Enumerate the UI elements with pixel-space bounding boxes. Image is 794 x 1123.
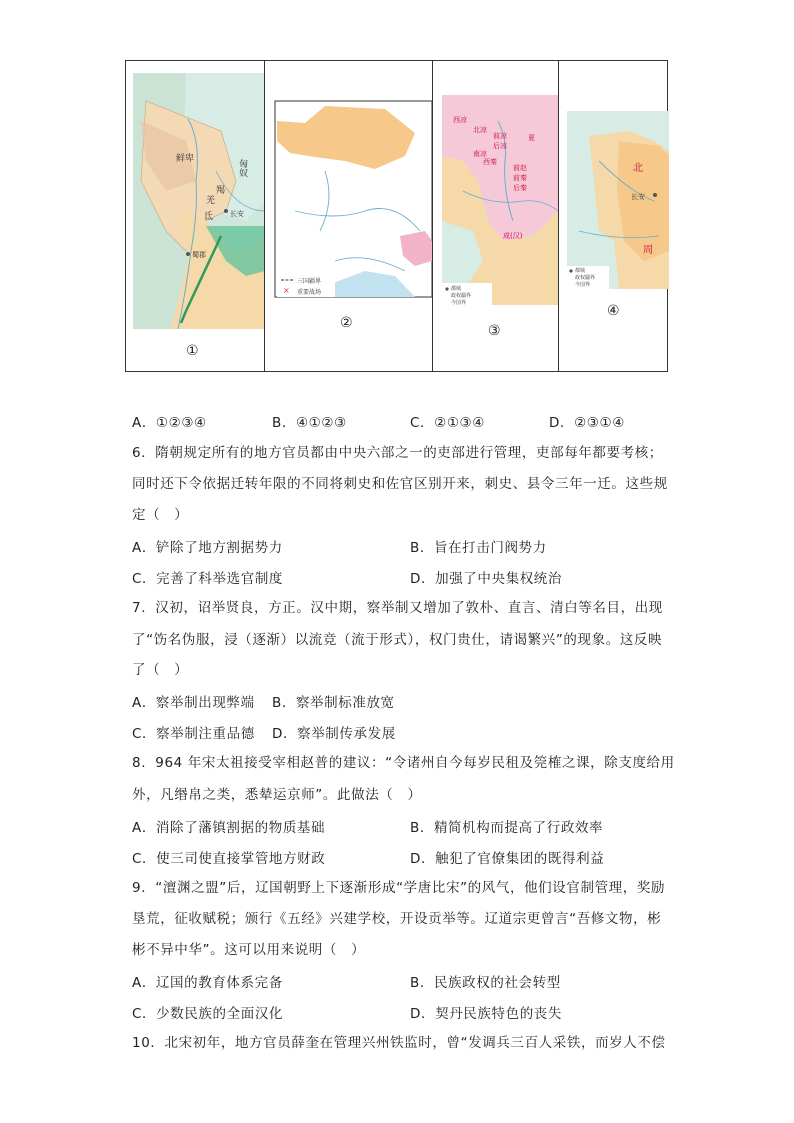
q8-option-b: B．精简机构而提高了行政效率 [410,820,604,836]
q9-line-3: 彬不异中华”。这可以用来说明（ ） [132,942,366,958]
q5-option-d: D．②③①④ [549,415,625,431]
q8-line-2: 外，凡缗帛之类，悉辇运京师”。此做法（ ） [132,787,422,803]
q9-option-d: D．契丹民族特色的丧失 [410,1006,562,1022]
label-houliang: 后凉 [493,142,507,150]
q6-line-2: 同时还下令依据迁转年限的不同将刺史和佐官区别开来，刺史、县令三年一迁。这些规 [132,476,668,492]
legend-border: 三国疆界 [297,278,322,285]
label-changan: 长安 [230,210,244,218]
q6-option-c: C．完善了科举选官制度 [132,571,284,587]
legend-4-national: 今国界 [575,282,591,288]
q7-option-c: C．察举制注重品德 [132,726,255,742]
q7-line-2: 了“饬名伪服，浸（逐渐）以流竞（流于形式），权门贵仕，请谒繁兴”的现象。这反映 [132,632,663,648]
map-cell-3 [433,61,559,371]
q7-option-b: B．察举制标准放宽 [272,695,395,711]
label-xiongnu: 匈奴 [237,159,247,177]
legend-3-national: 今国界 [451,300,467,306]
label-qianqin: 前秦 [513,174,527,182]
label-shujun: 蜀郡 [192,251,206,259]
q7-line-3: 了（ ） [132,662,189,678]
q6-option-d: D．加强了中央集权统治 [410,571,562,587]
label-nanliang: 南凉 [473,150,487,158]
legend-4-capital: 都城 [575,268,586,274]
label-xiliang: 西凉 [453,116,467,124]
map-1 [126,61,265,371]
map-number-4: ④ [607,303,620,319]
q8-option-a: A．消除了藩镇割据的物质基础 [132,820,326,836]
map-cell-2 [265,61,433,371]
label-cheng: 成(汉) [503,232,523,240]
q10-line-1: 10．北宋初年，地方官员薛奎在管理兴州铁监时，曾“发调兵三百人采铁，而岁人不偿 [132,1035,666,1051]
legend-3-capital: 都城 [451,286,462,292]
q9-line-2: 垦荒，征收赋税；颁行《五经》兴建学校，开设贡举等。辽道宗更曾言“吾修文物，彬 [132,911,662,927]
label-qianliang: 前凉 [493,132,507,140]
label-xiqin: 西秦 [483,158,497,166]
q6-line-1: 6．隋朝规定所有的地方官员都由中央六部之一的吏部进行管理，吏部每年都要考核； [132,445,663,461]
map-number-2: ② [340,315,353,331]
q8-line-1: 8．964 年宋太祖接受宰相赵普的建议：“令诸州自今每岁民租及筦榷之课，除支度给用 [132,755,675,771]
q9-option-b: B．民族政权的社会转型 [410,975,561,991]
q5-option-c: C．②①③④ [410,415,485,431]
q5-option-a: A．①②③④ [132,415,207,431]
map-table [125,60,668,372]
legend-battle: 重要战场 [297,289,322,296]
q7-option-d: D．察举制传承发展 [272,726,396,742]
label-xia: 夏 [528,134,535,142]
label-di: 氐 [204,212,214,222]
svg-text:×: × [283,286,290,295]
map-cell-4 [559,61,669,371]
q6-option-b: B．旨在打击门阀势力 [410,540,547,556]
q6-option-a: A．铲除了地方割据势力 [132,540,283,556]
label-xianbei: 鲜卑 [176,154,195,164]
q7-line-1: 7．汉初，诏举贤良，方正。汉中期，察举制又增加了敦朴、直言、清白等名目，出现 [132,600,663,616]
legend-4-border: 政权疆界 [575,275,596,281]
label-qianzhao: 前赵 [513,164,527,172]
map-number-3: ③ [488,323,501,339]
q7-option-a: A．察举制出现弊端 [132,695,255,711]
label-bei: 北 [633,163,643,174]
label-houqin: 后秦 [513,184,527,192]
q8-option-c: C．使三司使直接掌管地方财政 [132,851,326,867]
legend-3-border: 政权疆界 [451,293,472,299]
q6-line-3: 定（ ） [132,507,189,523]
q8-option-d: D．触犯了官僚集团的既得利益 [410,851,605,867]
map-number-1: ① [186,343,199,359]
q9-option-a: A．辽国的教育体系完备 [132,975,283,991]
map-cell-1 [126,61,265,371]
map-4 [559,61,669,371]
label-qiang: 羌 [206,196,216,206]
q5-option-b: B．④①②③ [272,415,347,431]
q9-line-1: 9．“澶渊之盟”后，辽国朝野上下逐渐形成“学唐比宋”的风气，他们设官制管理，奖励 [132,880,666,896]
label-jie: 羯 [216,186,226,196]
label-zhou: 周 [643,245,653,256]
label-beiliang: 北凉 [473,126,487,134]
label-changan-4: 长安 [631,193,645,201]
q9-option-c: C．少数民族的全面汉化 [132,1006,284,1022]
